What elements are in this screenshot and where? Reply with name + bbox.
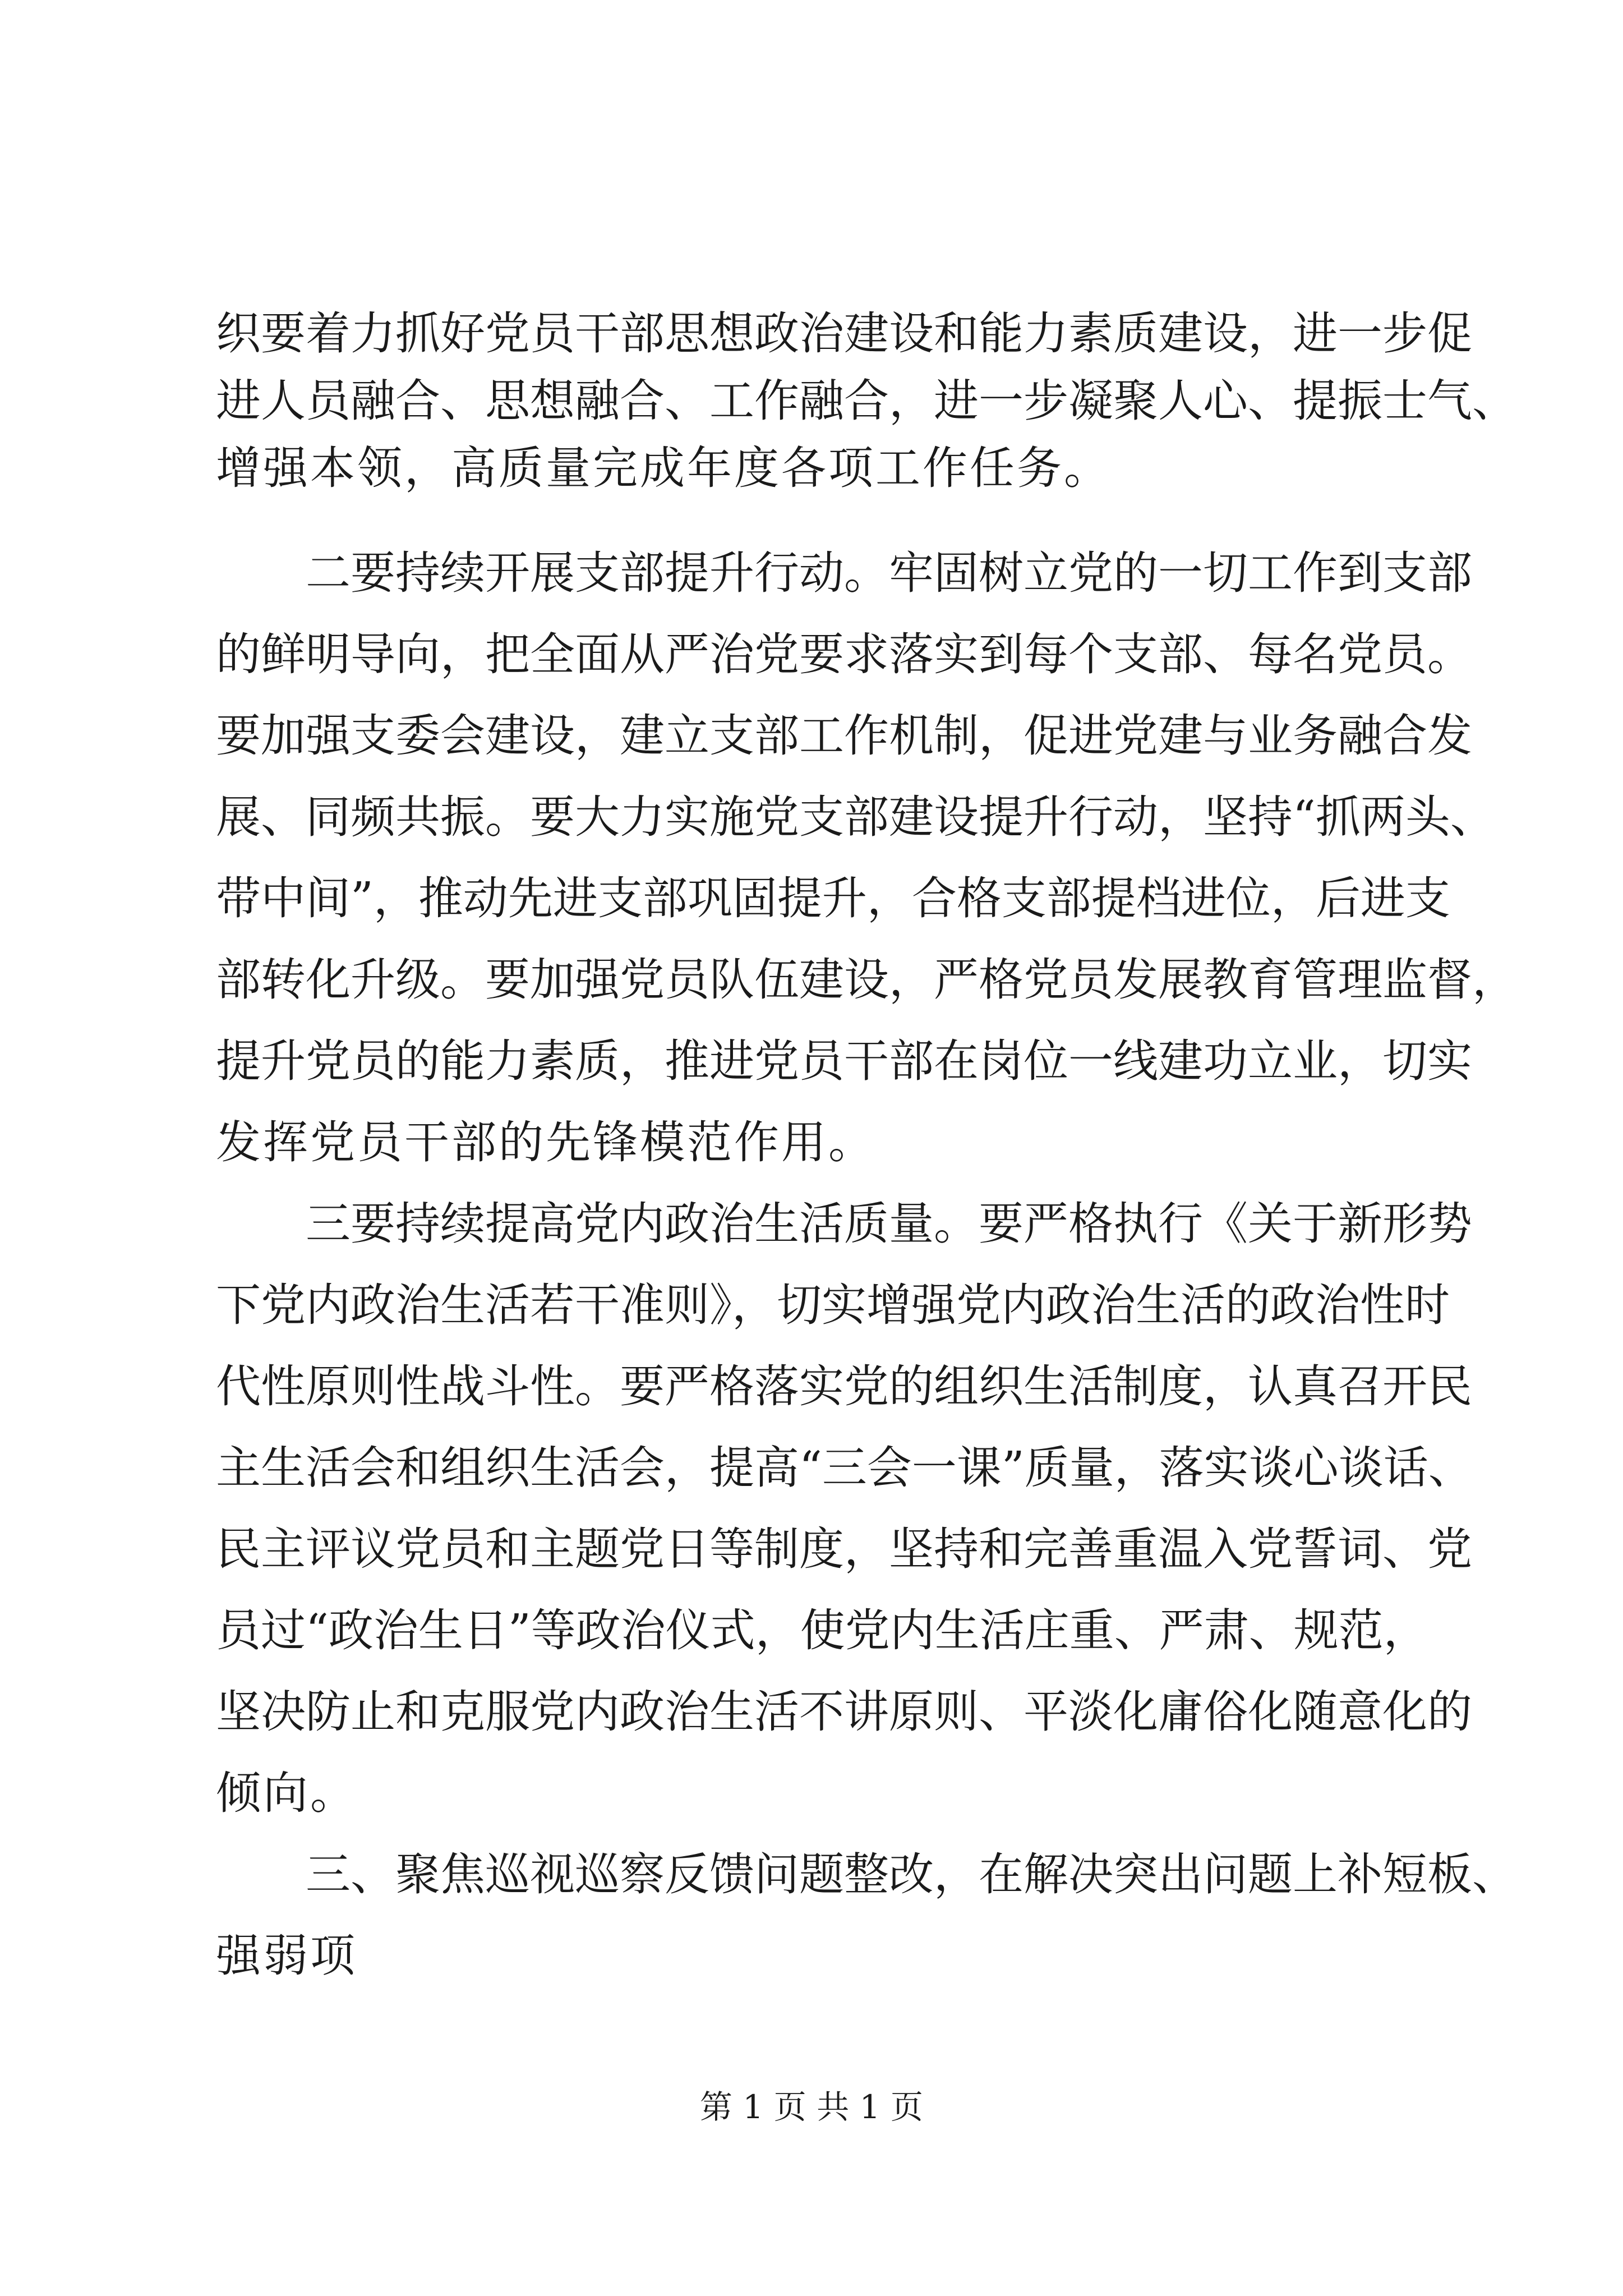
paragraph-3-line-1: 三要持续提高党内政治生活质量。要严格执行《关于新形势	[306, 1198, 1472, 1250]
paragraph-2-line-2: 的鲜明导向，把全面从严治党要求落实到每个支部、每名党员。	[216, 628, 1472, 680]
paragraph-1-line-3: 增强本领，高质量完成年度各项工作任务。	[216, 442, 1111, 494]
paragraph-2-line-3: 要加强支委会建设，建立支部工作机制，促进党建与业务融合发	[216, 710, 1472, 762]
paragraph-3-line-5: 民主评议党员和主题党日等制度，坚持和完善重温入党誓词、党	[216, 1523, 1472, 1575]
section-heading-line-1: 三、聚焦巡视巡察反馈问题整改，在解决突出问题上补短板、	[306, 1848, 1517, 1901]
paragraph-2-line-7: 提升党员的能力素质，推进党员干部在岗位一线建功立业，切实	[216, 1035, 1472, 1087]
page-footer: 第 1 页 共 1 页	[700, 2088, 923, 2126]
section-heading-line-2: 强弱项	[216, 1930, 357, 1982]
paragraph-3-line-4: 主生活会和组织生活会，提高“三会一课”质量，落实谈心谈话、	[216, 1442, 1473, 1494]
paragraph-2-line-6: 部转化升级。要加强党员队伍建设，严格党员发展教育管理监督，	[216, 954, 1517, 1006]
paragraph-2-line-8: 发挥党员干部的先锋模范作用。	[216, 1116, 875, 1168]
paragraph-3-line-2: 下党内政治生活若干准则》，切实增强党内政治生活的政治性时	[216, 1279, 1450, 1331]
paragraph-3-line-3: 代性原则性战斗性。要严格落实党的组织生活制度，认真召开民	[216, 1360, 1472, 1412]
paragraph-2-line-5: 带中间”，推动先进支部巩固提升，合格支部提档进位，后进支	[216, 872, 1450, 924]
paragraph-2-line-4: 展、同频共振。要大力实施党支部建设提升行动，坚持“抓两头、	[216, 791, 1495, 843]
paragraph-3-line-6: 员过“政治生日”等政治仪式，使党内生活庄重、严肃、规范，	[216, 1604, 1428, 1657]
paragraph-1-line-2: 进人员融合、思想融合、工作融合，进一步凝聚人心、提振士气、	[216, 375, 1517, 427]
paragraph-3-line-8: 倾向。	[216, 1767, 357, 1819]
paragraph-3-line-7: 坚决防止和克服党内政治生活不讲原则、平淡化庸俗化随意化的	[216, 1686, 1472, 1738]
paragraph-2-line-1: 二要持续开展支部提升行动。牢固树立党的一切工作到支部	[306, 547, 1472, 599]
paragraph-1-line-1: 织要着力抓好党员干部思想政治建设和能力素质建设，进一步促	[216, 307, 1472, 360]
